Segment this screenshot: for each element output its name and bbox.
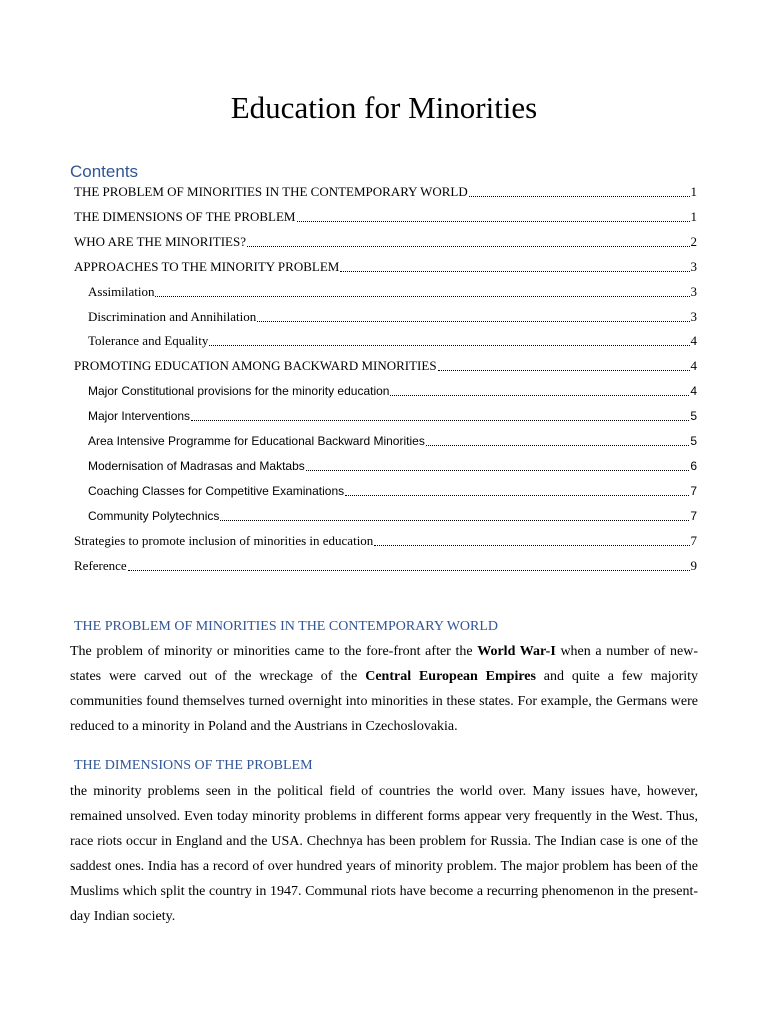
toc-entry[interactable] (88, 456, 697, 476)
toc-dot-leader (390, 395, 689, 396)
toc-entry-title: PROMOTING EDUCATION AMONG BACKWARD MINORITIES (74, 358, 437, 374)
toc-dot-leader (469, 196, 690, 197)
toc-entry-title: Assimilation (88, 283, 155, 299)
toc-dot-leader (374, 545, 689, 546)
toc-entry[interactable] (88, 481, 697, 501)
toc-entry-page-number: 7 (690, 483, 697, 498)
toc-dot-leader (209, 345, 689, 346)
toc-entry-page-number: 3 (690, 283, 697, 299)
toc-entry[interactable] (88, 282, 697, 302)
toc-entry[interactable] (88, 406, 697, 426)
bold-text-run: Central European Empires (365, 669, 536, 684)
toc-dot-leader (297, 221, 690, 222)
toc-dot-leader (340, 271, 689, 272)
toc-entry-page-number: 4 (690, 358, 697, 374)
toc-entry-page-number: 3 (690, 308, 697, 324)
text-run: the minority problems seen in the political field of countries the world over. Many issues have, however, remained unsolved. Even today minority problems in different forms appear very frequently in the West. Thus, race riots occur in England and the USA. Chechnya has been problem for Russia. The Indian case is one of the saddest ones. India has a record of over hundred years of minority problem. The major problem has been of the Muslims which split the country in 1947. Communal riots have become a recurring phenomenon in the present-day Indian society. (70, 784, 698, 924)
toc-dot-leader (247, 246, 690, 247)
contents-heading: Contents (70, 162, 139, 181)
toc-entry-title: Discrimination and Annihilation (88, 308, 257, 324)
toc-entry-page-number: 5 (690, 434, 697, 448)
toc-dot-leader (345, 495, 689, 496)
toc-entry-title: Major Constitutional provisions for the minority education (88, 384, 390, 399)
text-run: The problem of minority or minorities came to the fore-front after the (70, 644, 478, 659)
document-title: Education for Minorities (230, 90, 538, 125)
toc-entry-page-number: 7 (690, 532, 697, 548)
text-run: and quite a few majority communities found themselves turned overnight into minorities in these states. For example, the Germans were reduced to a minority in Poland and the Austrians in Czechoslovakia. (70, 669, 699, 734)
toc-entry-title: THE PROBLEM OF MINORITIES IN THE CONTEMPORARY WORLD (74, 184, 468, 199)
toc-entry-title: Major Interventions (88, 409, 191, 424)
toc-entry-page-number: 6 (690, 458, 697, 473)
toc-entry-page-number: 9 (690, 557, 697, 573)
bold-text-run: World War-I (477, 644, 556, 659)
toc-entry[interactable] (74, 556, 697, 576)
toc-entry[interactable] (88, 307, 697, 327)
toc-entry-title: WHO ARE THE MINORITIES? (74, 233, 246, 249)
toc-dot-leader (191, 420, 689, 421)
toc-entry-title: Area Intensive Programme for Educational Backward Minorities (88, 434, 425, 448)
toc-dot-leader (128, 570, 690, 571)
toc-entry-title: Community Polytechnics (88, 508, 220, 523)
toc-entry-page-number: 1 (690, 184, 697, 199)
toc-entry[interactable] (88, 381, 697, 401)
section-heading-dimensions: THE DIMENSIONS OF THE PROBLEM (74, 758, 313, 773)
toc-dot-leader (306, 470, 690, 471)
toc-entry-title: Modernisation of Madrasas and Maktabs (88, 458, 305, 473)
section-paragraph-dimensions (70, 779, 698, 929)
toc-dot-leader (438, 370, 690, 371)
toc-entry[interactable] (88, 431, 697, 451)
toc-entry[interactable] (74, 182, 697, 202)
toc-entry-title: Tolerance and Equality (88, 333, 209, 349)
toc-entry-page-number: 4 (690, 333, 697, 349)
section-heading-contemporary-world: THE PROBLEM OF MINORITIES IN THE CONTEMPORARY WORLD (74, 619, 499, 634)
toc-entry-title: Reference (74, 557, 127, 573)
toc-entry[interactable] (74, 531, 697, 551)
toc-entry[interactable] (74, 232, 697, 252)
toc-entry-page-number: 2 (690, 233, 697, 249)
toc-dot-leader (220, 520, 689, 521)
toc-entry[interactable] (74, 356, 697, 376)
toc-entry-page-number: 7 (690, 508, 697, 523)
toc-entry[interactable] (74, 257, 697, 277)
toc-entry-title: Coaching Classes for Competitive Examinations (88, 483, 345, 498)
toc-dot-leader (257, 321, 689, 322)
toc-entry-page-number: 4 (690, 384, 697, 399)
toc-entry-title: THE DIMENSIONS OF THE PROBLEM (74, 208, 296, 224)
toc-entry-title: Strategies to promote inclusion of minorities in education (74, 532, 374, 548)
toc-dot-leader (426, 445, 689, 446)
toc-dot-leader (155, 296, 689, 297)
toc-entry-page-number: 1 (690, 208, 697, 224)
toc-entry-page-number: 3 (690, 258, 697, 274)
text-run: when a number of new-states were carved out of the wreckage of the (70, 644, 699, 684)
toc-entry-page-number: 5 (690, 409, 697, 424)
section-paragraph-contemporary-world (70, 639, 698, 739)
toc-entry[interactable] (88, 331, 697, 351)
toc-entry[interactable] (88, 506, 697, 526)
toc-entry[interactable] (74, 207, 697, 227)
toc-entry-title: APPROACHES TO THE MINORITY PROBLEM (74, 258, 340, 274)
